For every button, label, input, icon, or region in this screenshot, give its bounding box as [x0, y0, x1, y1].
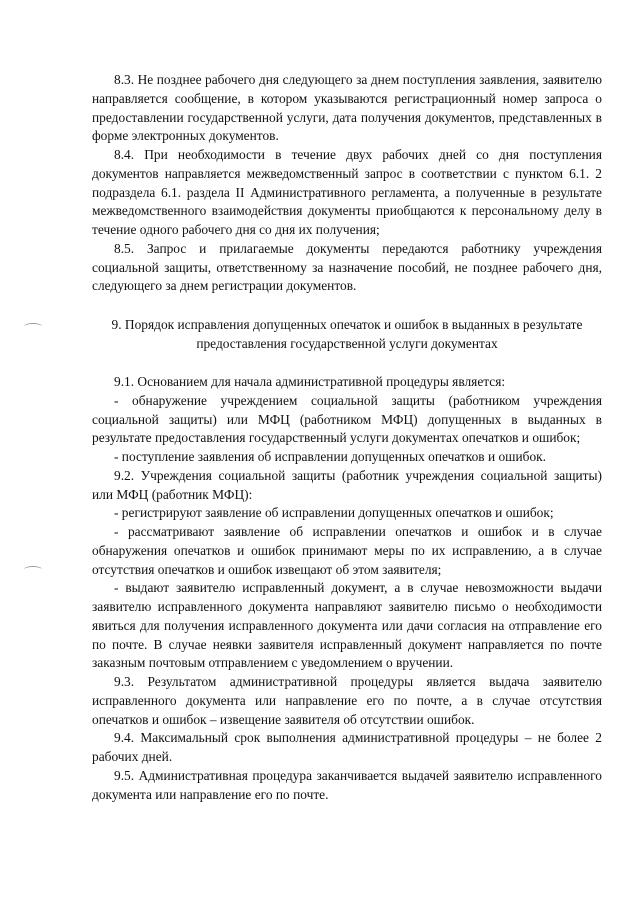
margin-mark	[24, 323, 42, 330]
list-item: - обнаружение учреждением социальной защиты (работником учреждения социальной защиты) или МФЦ (работником МФЦ) допущенных в выданных в результате предоставления государственный услуги документах опечатков и ошибок;	[92, 392, 602, 446]
list-item: - регистрируют заявление об исправлении допущенных опечатков и ошибок;	[114, 505, 554, 521]
section-heading-9: 9. Порядок исправления допущенных опечаток и ошибок в выданных в результате предоставления государственной услуги документах	[111, 317, 583, 351]
margin-mark	[24, 566, 42, 573]
paragraph-9-2: 9.2. Учреждения социальной защиты (работник учреждения социальной защиты) или МФЦ (работник МФЦ):	[92, 467, 602, 502]
paragraph-9-5: 9.5. Административная процедура заканчивается выдачей заявителю исправленного документа или направление его по почте.	[92, 767, 602, 802]
list-item: - рассматривают заявление об исправлении опечатков и ошибок и в случае обнаружения опечатков и ошибок принимают меры по их исправлению, а в случае отсутствия опечатков и ошибок извещают об этом заявителя;	[92, 524, 602, 577]
paragraph-9-1: 9.1. Основанием для начала административной процедуры является:	[114, 374, 506, 389]
paragraph-8-3: 8.3. Не позднее рабочего дня следующего за днем поступления заявления, заявителю направляется сообщение, в котором указываются регистрационный номер запроса о предоставлении государственной услуги, дата получения документов, представленных в форме электронных документов.	[92, 72, 602, 144]
paragraph-9-3: 9.3. Результатом административной процедуры является выдача заявителю исправленного документа или направление его по почте, а в случае отсутствия опечатков и ошибок – извещение заявителя об отсутствии ошибок.	[92, 674, 602, 727]
list-item: - поступление заявления об исправлении допущенных опечатков и ошибок.	[114, 449, 547, 464]
document-body	[92, 71, 602, 804]
paragraph-8-4: 8.4. При необходимости в течение двух рабочих дней со дня поступления документов направляется межведомственный запрос в соответствии с пунктом 6.1. 2 подраздела 6.1. раздела II Административного регламента, а полученные в результате межведомственного взаимодействия документы приобщаются к персональному делу в течение одного рабочего дня со дня их получения;	[92, 147, 602, 237]
paragraph-9-4: 9.4. Максимальный срок выполнения административной процедуры – не более 2 рабочих дней.	[92, 730, 602, 764]
paragraph-8-5: 8.5. Запрос и прилагаемые документы передаются работнику учреждения социальной защиты, ответственному за назначение пособий, не позднее рабочего дня, следующего за днем регистрации документов.	[92, 240, 602, 294]
list-item: - выдают заявителю исправленный документ, а в случае невозможности выдачи заявителю исправленного документа направляют заявителю письмо о необходимости явиться для получения исправленного документа или дачи согласия на отправление его по почте. В случае неявки заявителя исправленный документ направляется по почте заказным почтовым отправлением с уведомлением о вручении.	[92, 580, 602, 671]
